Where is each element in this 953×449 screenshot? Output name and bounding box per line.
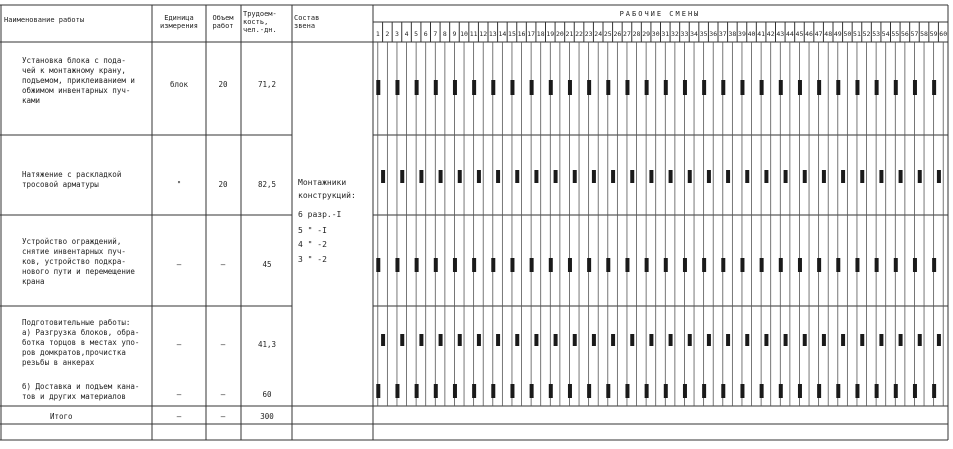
work-bar bbox=[798, 384, 802, 398]
work-bar bbox=[683, 258, 687, 272]
shift-number: 55 bbox=[891, 30, 900, 38]
work-bar bbox=[875, 80, 879, 95]
shift-number: 31 bbox=[661, 30, 670, 38]
row-1-unit: блок bbox=[169, 80, 189, 89]
work-bar bbox=[510, 384, 514, 398]
row-3-name: Устройство ограждений, снятие инвентарных пуч- ков, устройство подкра- нового пути и перемещение крана bbox=[22, 237, 135, 286]
work-bar bbox=[415, 384, 419, 398]
work-bar bbox=[745, 170, 749, 183]
work-bar bbox=[568, 384, 572, 398]
crew-line-1: 6 разр.-I bbox=[298, 210, 342, 219]
row-4a-labor: 41,3 bbox=[257, 340, 277, 349]
shift-number: 53 bbox=[872, 30, 881, 38]
work-bar bbox=[664, 384, 668, 398]
work-bar bbox=[855, 80, 859, 95]
shift-number: 34 bbox=[690, 30, 698, 38]
work-bar bbox=[803, 334, 807, 346]
shift-number: 23 bbox=[584, 30, 593, 38]
work-bar bbox=[645, 384, 649, 398]
row-4b-name: б) Доставка и подъем кана- тов и других материалов bbox=[22, 382, 140, 401]
work-bar bbox=[855, 258, 859, 272]
work-bar bbox=[376, 258, 380, 272]
shift-number: 19 bbox=[546, 30, 555, 38]
work-bar bbox=[381, 334, 385, 346]
shift-number: 38 bbox=[728, 30, 737, 38]
work-bar bbox=[534, 170, 538, 183]
work-bar bbox=[875, 258, 879, 272]
work-bar bbox=[630, 334, 634, 346]
work-bar bbox=[779, 258, 783, 272]
work-bar bbox=[549, 258, 553, 272]
work-bar bbox=[606, 384, 610, 398]
shift-number: 42 bbox=[766, 30, 775, 38]
work-bar bbox=[822, 334, 826, 346]
work-bar bbox=[606, 80, 610, 95]
shift-number: 3 bbox=[394, 30, 399, 38]
shift-number: 35 bbox=[699, 30, 708, 38]
shift-number: 2 bbox=[385, 30, 390, 38]
work-bar bbox=[937, 170, 941, 183]
shift-number: 32 bbox=[670, 30, 679, 38]
work-bar bbox=[611, 334, 615, 346]
work-bar bbox=[587, 80, 591, 95]
work-bar bbox=[899, 334, 903, 346]
shift-number: 30 bbox=[651, 30, 660, 38]
work-bar bbox=[458, 170, 462, 183]
header-crew: Состав звена bbox=[294, 14, 320, 30]
work-bar bbox=[683, 384, 687, 398]
work-bar bbox=[669, 334, 673, 346]
work-bar bbox=[477, 334, 481, 346]
work-bar bbox=[376, 384, 380, 398]
shift-number: 56 bbox=[900, 30, 909, 38]
row-2-labor: 82,5 bbox=[257, 180, 277, 189]
shift-number: 41 bbox=[757, 30, 766, 38]
work-bar bbox=[721, 258, 725, 272]
work-bar bbox=[779, 80, 783, 95]
work-bar bbox=[760, 384, 764, 398]
work-bar bbox=[649, 334, 653, 346]
work-bar bbox=[721, 384, 725, 398]
shift-number: 52 bbox=[862, 30, 871, 38]
work-bar bbox=[894, 80, 898, 95]
work-bar bbox=[822, 170, 826, 183]
work-bar bbox=[434, 80, 438, 95]
work-bar bbox=[415, 258, 419, 272]
work-bar bbox=[549, 80, 553, 95]
work-bar bbox=[688, 334, 692, 346]
work-bar bbox=[702, 384, 706, 398]
shift-number: 4 bbox=[404, 30, 409, 38]
work-bar bbox=[434, 258, 438, 272]
shift-number: 46 bbox=[805, 30, 813, 38]
work-bar bbox=[472, 258, 476, 272]
work-bar bbox=[726, 334, 730, 346]
work-bar bbox=[726, 170, 730, 183]
work-bar bbox=[496, 334, 500, 346]
shift-number: 50 bbox=[843, 30, 852, 38]
work-bar bbox=[721, 80, 725, 95]
work-bar bbox=[530, 258, 534, 272]
work-bar bbox=[472, 80, 476, 95]
shift-number: 36 bbox=[709, 30, 718, 38]
work-bar bbox=[894, 384, 898, 398]
work-bar bbox=[760, 258, 764, 272]
work-bar bbox=[625, 384, 629, 398]
work-bar bbox=[836, 258, 840, 272]
header-shifts: РАБОЧИЕ СМЕНЫ bbox=[619, 10, 701, 18]
work-bar bbox=[707, 170, 711, 183]
work-bar bbox=[496, 170, 500, 183]
work-bar bbox=[381, 170, 385, 183]
header-labor: Трудоем- кость, чел.-дн. bbox=[243, 10, 277, 34]
work-bar bbox=[932, 258, 936, 272]
crew-line-2: 5 " -I bbox=[298, 226, 327, 235]
work-bar bbox=[913, 258, 917, 272]
crew-line-3: 4 " -2 bbox=[298, 240, 327, 249]
shift-number: 33 bbox=[680, 30, 689, 38]
work-bar bbox=[458, 334, 462, 346]
work-bar bbox=[568, 80, 572, 95]
work-bar bbox=[625, 80, 629, 95]
shift-number: 14 bbox=[498, 30, 507, 38]
work-bar bbox=[875, 384, 879, 398]
row-2-name: Натяжение с раскладкой тросовой арматуры bbox=[22, 170, 122, 189]
row-2-unit: " bbox=[176, 180, 182, 189]
work-bar bbox=[453, 258, 457, 272]
row-4a-name: Подготовительные работы: а) Разгрузка блоков, обра- ботка торцов в местах упо- ров домкратов,прочистка резьбы в анкерах bbox=[22, 318, 140, 367]
work-bar bbox=[740, 258, 744, 272]
total-unit: – bbox=[176, 412, 182, 421]
shift-number: 25 bbox=[603, 30, 612, 38]
header-unit: Единица измерения bbox=[160, 14, 198, 30]
work-bar bbox=[894, 258, 898, 272]
work-bar bbox=[477, 170, 481, 183]
shift-number: 58 bbox=[920, 30, 928, 38]
work-bar bbox=[702, 80, 706, 95]
work-bar bbox=[798, 258, 802, 272]
shift-number: 28 bbox=[632, 30, 641, 38]
work-bar bbox=[611, 170, 615, 183]
row-1-name: Установка блока с пода- чей к монтажному крану, подъемом, приклеиванием и обжимом инвентарных пуч- ками bbox=[22, 56, 135, 105]
work-bar bbox=[606, 258, 610, 272]
row-4b-volume: – bbox=[220, 390, 226, 399]
shift-number: 49 bbox=[833, 30, 842, 38]
work-bar bbox=[515, 170, 519, 183]
shift-number: 20 bbox=[555, 30, 564, 38]
work-bar bbox=[645, 80, 649, 95]
row-4b-labor: 60 bbox=[262, 390, 272, 399]
work-bar bbox=[918, 170, 922, 183]
work-bar bbox=[395, 384, 399, 398]
work-bar bbox=[592, 170, 596, 183]
work-bar bbox=[764, 170, 768, 183]
work-bar bbox=[740, 384, 744, 398]
shift-number: 18 bbox=[536, 30, 545, 38]
row-3-unit: – bbox=[176, 260, 182, 269]
work-bar bbox=[841, 334, 845, 346]
work-bar bbox=[798, 80, 802, 95]
work-bar bbox=[918, 334, 922, 346]
shift-number: 47 bbox=[814, 30, 823, 38]
work-bar bbox=[592, 334, 596, 346]
work-bar bbox=[534, 334, 538, 346]
row-1-volume: 20 bbox=[218, 80, 228, 89]
total-volume: – bbox=[220, 412, 226, 421]
work-bar bbox=[764, 334, 768, 346]
work-bar bbox=[836, 80, 840, 95]
work-bar bbox=[707, 334, 711, 346]
work-bar bbox=[760, 80, 764, 95]
shift-number: 16 bbox=[517, 30, 526, 38]
work-bar bbox=[415, 80, 419, 95]
work-bar bbox=[932, 384, 936, 398]
work-bar bbox=[649, 170, 653, 183]
shift-number: 44 bbox=[785, 30, 794, 38]
work-bar bbox=[587, 384, 591, 398]
crew-title: Монтажники конструкций: bbox=[298, 178, 356, 200]
work-bar bbox=[879, 170, 883, 183]
work-bar bbox=[419, 170, 423, 183]
work-bar bbox=[688, 170, 692, 183]
work-bar bbox=[400, 334, 404, 346]
work-bar bbox=[913, 80, 917, 95]
work-bar bbox=[779, 384, 783, 398]
work-bar bbox=[434, 384, 438, 398]
work-bar bbox=[491, 80, 495, 95]
row-2-volume: 20 bbox=[218, 180, 228, 189]
work-bar bbox=[587, 258, 591, 272]
work-bar bbox=[453, 80, 457, 95]
work-bar bbox=[932, 80, 936, 95]
row-4a-volume: – bbox=[220, 340, 226, 349]
work-bar bbox=[491, 258, 495, 272]
shift-number: 39 bbox=[738, 30, 746, 38]
shift-number: 22 bbox=[575, 30, 583, 38]
work-bar bbox=[784, 170, 788, 183]
work-bar bbox=[630, 170, 634, 183]
work-bar bbox=[817, 80, 821, 95]
work-bar bbox=[554, 334, 558, 346]
shift-number: 59 bbox=[929, 30, 938, 38]
work-bar bbox=[573, 334, 577, 346]
work-bar bbox=[784, 334, 788, 346]
shift-number: 5 bbox=[414, 30, 419, 38]
row-4b-unit: – bbox=[176, 390, 182, 399]
work-bar bbox=[625, 258, 629, 272]
work-bar bbox=[683, 80, 687, 95]
shift-number: 17 bbox=[527, 30, 536, 38]
shift-number: 9 bbox=[452, 30, 457, 38]
work-bar bbox=[836, 384, 840, 398]
work-bar bbox=[491, 384, 495, 398]
header-name: Наименование работы bbox=[4, 16, 85, 24]
crew-line-4: 3 " -2 bbox=[298, 255, 327, 264]
work-bar bbox=[530, 80, 534, 95]
work-bar bbox=[664, 80, 668, 95]
work-bar bbox=[395, 258, 399, 272]
work-bar bbox=[549, 384, 553, 398]
work-bar bbox=[439, 334, 443, 346]
work-bar bbox=[530, 384, 534, 398]
shift-number: 51 bbox=[853, 30, 861, 38]
shift-number: 13 bbox=[488, 30, 497, 38]
shift-number: 43 bbox=[776, 30, 785, 38]
work-bar bbox=[855, 384, 859, 398]
shift-number: 57 bbox=[910, 30, 919, 38]
work-bar bbox=[841, 170, 845, 183]
row-3-volume: – bbox=[220, 260, 226, 269]
shift-number: 40 bbox=[747, 30, 756, 38]
work-bar bbox=[937, 334, 941, 346]
shift-number: 10 bbox=[460, 30, 468, 38]
work-bar bbox=[645, 258, 649, 272]
row-4a-unit: – bbox=[176, 340, 182, 349]
work-bar bbox=[817, 384, 821, 398]
work-bar bbox=[899, 170, 903, 183]
work-bar bbox=[860, 334, 864, 346]
work-bar bbox=[439, 170, 443, 183]
total-label: Итого bbox=[50, 412, 73, 421]
shift-number: 15 bbox=[508, 30, 516, 38]
header-volume: Объем работ bbox=[212, 14, 234, 30]
work-bar bbox=[510, 80, 514, 95]
shift-number: 29 bbox=[642, 30, 651, 38]
shift-number: 1 bbox=[375, 30, 380, 38]
shift-number: 8 bbox=[442, 30, 447, 38]
work-bar bbox=[702, 258, 706, 272]
work-bar bbox=[376, 80, 380, 95]
shift-number: 45 bbox=[795, 30, 804, 38]
work-bar bbox=[400, 170, 404, 183]
shift-number: 37 bbox=[718, 30, 727, 38]
shift-number: 54 bbox=[881, 30, 890, 38]
work-bar bbox=[803, 170, 807, 183]
shift-number: 24 bbox=[594, 30, 603, 38]
work-bar bbox=[669, 170, 673, 183]
work-bar bbox=[419, 334, 423, 346]
row-1-labor: 71,2 bbox=[257, 80, 277, 89]
work-bar bbox=[554, 170, 558, 183]
work-bar bbox=[860, 170, 864, 183]
shift-number: 60 bbox=[939, 30, 948, 38]
total-labor: 300 bbox=[260, 412, 274, 421]
work-bar bbox=[913, 384, 917, 398]
work-bar bbox=[472, 384, 476, 398]
shift-number: 26 bbox=[613, 30, 622, 38]
work-bar bbox=[740, 80, 744, 95]
work-bar bbox=[664, 258, 668, 272]
shift-number: 11 bbox=[469, 30, 478, 38]
work-bar bbox=[568, 258, 572, 272]
work-bar bbox=[817, 258, 821, 272]
shift-number: 48 bbox=[824, 30, 833, 38]
work-bar bbox=[510, 258, 514, 272]
shift-number: 12 bbox=[479, 30, 488, 38]
work-bar bbox=[453, 384, 457, 398]
shift-number: 21 bbox=[565, 30, 574, 38]
shift-number: 7 bbox=[433, 30, 438, 38]
shift-number: 27 bbox=[623, 30, 631, 38]
work-bar bbox=[745, 334, 749, 346]
work-bar bbox=[395, 80, 399, 95]
work-bar bbox=[515, 334, 519, 346]
row-3-labor: 45 bbox=[262, 260, 272, 269]
work-bar bbox=[879, 334, 883, 346]
shift-number: 6 bbox=[423, 30, 428, 38]
work-bar bbox=[573, 170, 577, 183]
